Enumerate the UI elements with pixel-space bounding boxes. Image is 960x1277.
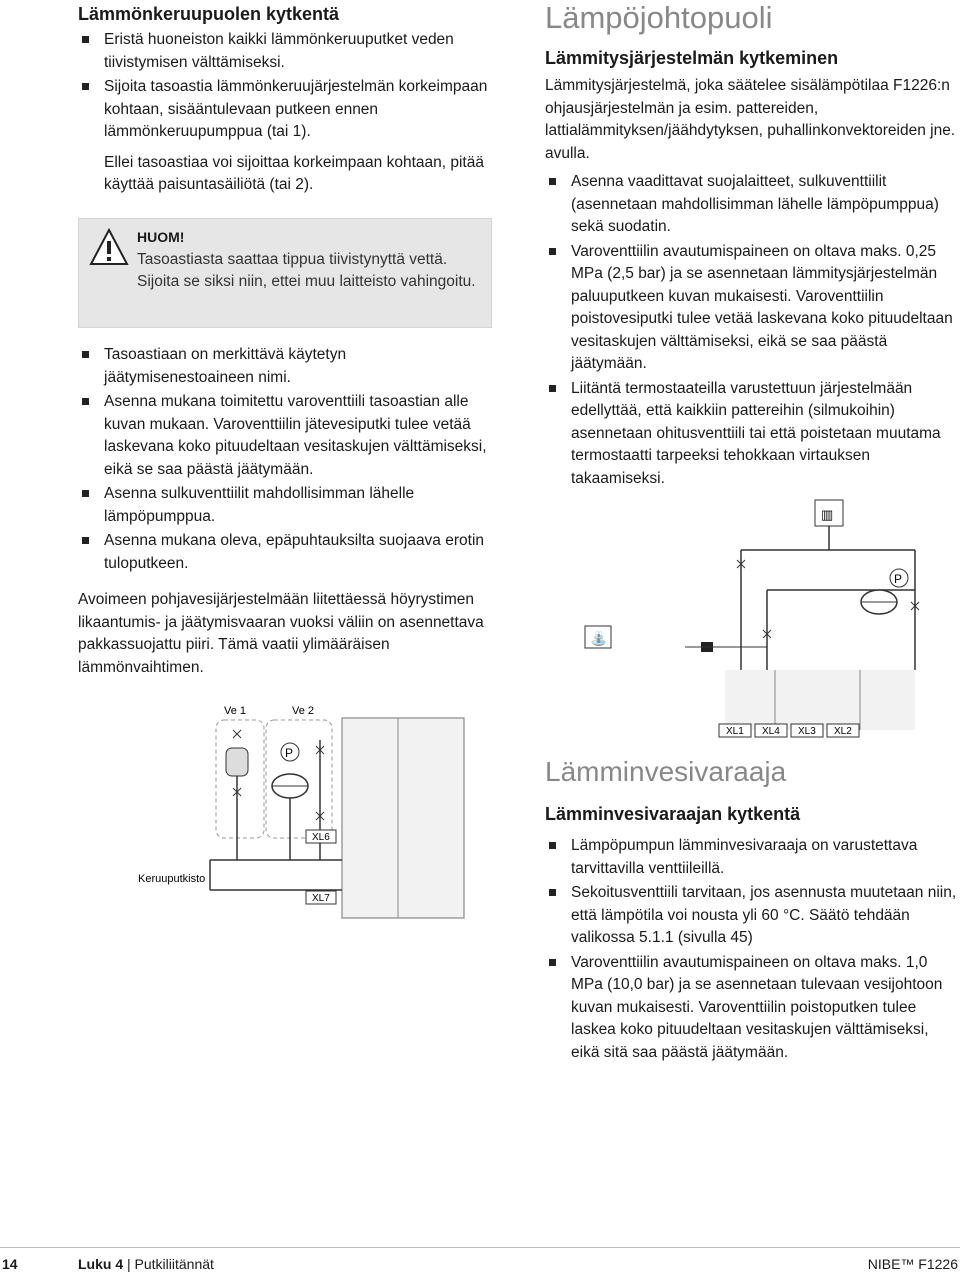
note-box xyxy=(78,218,492,328)
bullet-list xyxy=(545,835,960,1064)
pressure-label: P xyxy=(285,746,294,760)
right-column xyxy=(545,0,960,492)
list-item: Varoventtiilin avautumispaineen on oltava maks. 0,25 MPa (2,5 bar) ja se asennetaan lämmitysjärjestelmän paluuputkeen kuvan mukaisesti. Varoventtiilin poistovesiputki tulee vetää laskevana koko pituudeltaan vesitaskujen välttämiseksi, eikä se saa päästä jäätymään. xyxy=(545,241,960,376)
chapter-name: Luku 4 xyxy=(78,1256,124,1272)
bullet-list xyxy=(545,171,960,490)
ve2-label: Ve 2 xyxy=(292,705,315,717)
bullet-icon xyxy=(549,178,556,185)
bullet-icon xyxy=(549,959,556,966)
xl6-label: XL6 xyxy=(312,832,330,843)
paragraph: Ellei tasoastiaa voi sijoittaa korkeimpaan kohtaan, pitää käyttää paisuntasäiliötä (tai 2). xyxy=(104,153,484,193)
xl1-label: XL1 xyxy=(726,726,744,737)
list-item: Asenna vaadittavat suojalaitteet, sulkuventtiilit (asennetaan mahdollisimman lähelle lämpöpumppua) sekä suodatin. xyxy=(545,171,960,239)
xl3-label: XL3 xyxy=(798,726,816,737)
product-name: NIBE™ F1226 xyxy=(867,1256,958,1272)
pressure-label: P xyxy=(894,572,903,586)
bullet-icon xyxy=(549,842,556,849)
paragraph: Lämmitysjärjestelmä, joka säätelee sisälämpötilaa F1226:n ohjausjärjestelmän ja esim. pattereiden, lattialämmityksen/jäähdytyksen, puhallinkonvektoreiden jne. avulla. xyxy=(545,77,956,162)
subsection-heading: Lämminvesivaraajan kytkentä xyxy=(545,804,801,824)
ground-loop-label: Keruuputkisto xyxy=(138,873,206,885)
list-item: Eristä huoneiston kaikki lämmönkeruuputket veden tiivistymisen välttämiseksi. xyxy=(78,29,498,74)
bullet-icon xyxy=(549,889,556,896)
right-column-lower xyxy=(545,756,960,1066)
list-item: Varoventtiilin avautumispaineen on oltava maks. 1,0 MPa (10,0 bar) ja se asennetaan tulevaan vesijohtoon kuvan mukaisesti. Varoventtiilin poistoputken tulee laskea koko pituudeltaan vesitaskujen välttämiseksi, eikä sitä saa päästä jäätymään. xyxy=(545,952,960,1065)
svg-text:▥: ▥ xyxy=(821,507,834,522)
chapter-label: Luku 4 | Putkiliitännät xyxy=(78,1256,214,1272)
section-heading: Lämpöjohtopuoli xyxy=(545,0,773,35)
bullet-icon xyxy=(549,248,556,255)
list-item: Liitäntä termostaateilla varustettuun järjestelmään edellyttää, että kaikkiin pattereihin (silmukoihin) asennetaan ohitusventtiili tai että poistetaan muutama termostaatti tarpeeksi tehokkaan virtauksen takaamiseksi. xyxy=(545,378,960,491)
note-title: HUOM! xyxy=(137,229,185,245)
left-column-lower xyxy=(78,344,498,679)
section-heading: Lämminvesivaraaja xyxy=(545,756,787,787)
warning-icon xyxy=(89,227,129,267)
xl2-label: XL2 xyxy=(834,726,852,737)
list-item: Sekoitusventtiili tarvitaan, jos asennusta muutetaan niin, että lämpötila voi nousta yli 60 °C. Säätö tehdään valikossa 5.1.1 (sivulla 45) xyxy=(545,882,960,950)
bullet-icon xyxy=(82,537,89,544)
bullet-icon xyxy=(549,385,556,392)
page-number: 14 xyxy=(2,1256,18,1272)
list-item: Asenna mukana oleva, epäpuhtauksilta suojaava erotin tuloputkeen. xyxy=(78,530,498,575)
list-item: Sijoita tasoastia lämmönkeruujärjestelmän korkeimpaan kohtaan, sisääntulevaan putkeen ennen lämmönkeruupumppua (tai 1). xyxy=(78,76,498,144)
list-item: Asenna sulkuventtiilit mahdollisimman lähelle lämpöpumppua. xyxy=(78,483,498,528)
svg-text:⛲: ⛲ xyxy=(590,630,608,646)
section-heading: Lämmönkeruupuolen kytkentä xyxy=(78,4,340,24)
heating-system-diagram xyxy=(545,490,960,740)
bullet-icon xyxy=(82,351,89,358)
left-column xyxy=(78,4,498,197)
subsection-heading: Lämmitysjärjestelmän kytkeminen xyxy=(545,48,839,68)
list-item: Tasoastiaan on merkittävä käytetyn jäätymisenestoaineen nimi. xyxy=(78,344,498,389)
paragraph: Avoimeen pohjavesijärjestelmään liitettäessä höyrystimen likaantumis- ja jäätymisvaaran vuoksi väliin on asennettava pakkassuojattu piiri. Tämä vaatii ylimääräisen lämmönvaihtimen. xyxy=(78,591,484,676)
list-item: Asenna mukana toimitettu varoventtiili tasoastian alle kuvan mukaan. Varoventtiilin jätevesiputki tulee vetää laskevana koko pituudeltaan vesitaskujen välttämiseksi, eikä se saa päästä jäätymään. xyxy=(78,391,498,481)
footer-rule xyxy=(0,1247,960,1248)
ve1-label: Ve 1 xyxy=(224,705,247,717)
xl7-label: XL7 xyxy=(312,893,330,904)
bullet-icon xyxy=(82,490,89,497)
xl4-label: XL4 xyxy=(762,726,780,737)
note-text: Tasoastiasta saattaa tippua tiivistynyttä vettä. Sijoita se siksi niin, ettei muu laitteisto vahingoitu. xyxy=(137,251,476,290)
ground-loop-diagram xyxy=(130,700,470,920)
list-item: Lämpöpumpun lämminvesivaraaja on varustettava tarvittavilla venttiileillä. xyxy=(545,835,960,880)
bullet-icon xyxy=(82,398,89,405)
bullet-list xyxy=(78,29,498,144)
bullet-list xyxy=(78,344,498,575)
bullet-icon xyxy=(82,36,89,43)
bullet-icon xyxy=(82,83,89,90)
section-name: Putkiliitännät xyxy=(134,1256,214,1272)
